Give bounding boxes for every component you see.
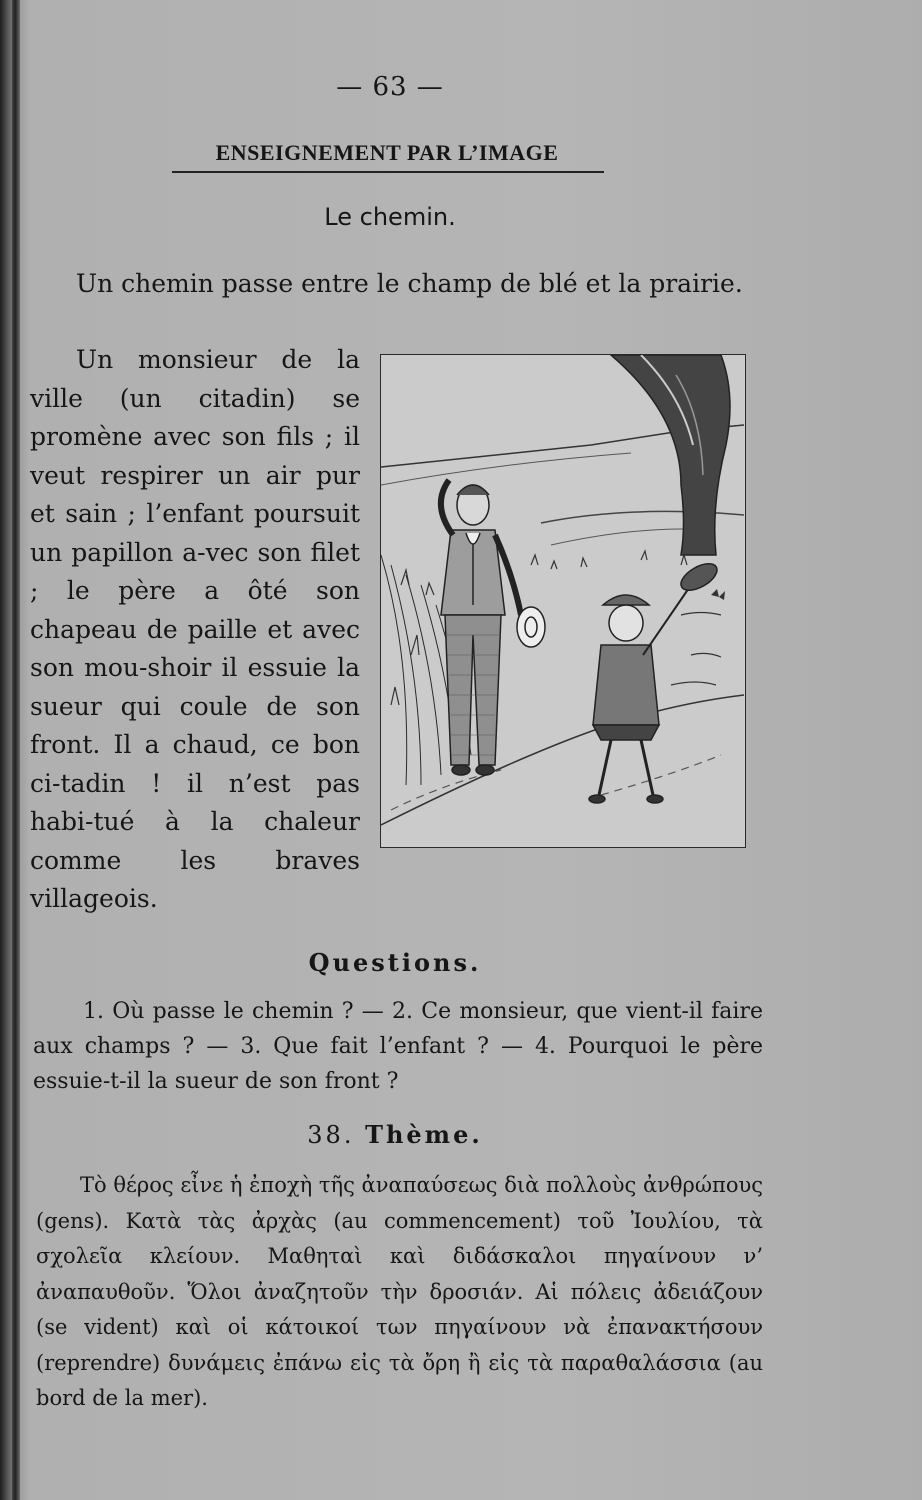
questions-paragraph: 1. Où passe le chemin ? — 2. Ce monsieur, que vient-il faire aux champs ? — 3. Que fait l’enfant ? — 4. Pourquoi le père essuie-t-il la sueur de son front ?	[33, 999, 763, 1094]
page-number: — 63 —	[336, 72, 444, 102]
questions-block	[33, 994, 763, 1099]
intro-paragraph: Un chemin passe entre le champ de blé et la prairie.	[76, 269, 743, 298]
theme-number: 38.	[307, 1121, 355, 1149]
book-gutter-shadow	[12, 0, 20, 1500]
intro-text	[30, 266, 760, 302]
illustration-father-and-child	[380, 354, 746, 848]
questions-heading: Questions.	[308, 948, 482, 977]
section-title-underline	[172, 171, 604, 173]
theme-paragraph: Τὸ θέρος εἶνε ἡ ἐποχὴ τῆς ἀναπαύσεως διὰ πολλοὺς ἀνθρώπους (gens). Κατὰ τὰς ἀρχὰς (au commencement) τοῦ Ἰουλίου, τὰ σχολεῖα κλείουν. Μαθηταὶ καὶ διδάσκαλοι πηγαίνουν ν’ ἀναπαυθοῦν. Ὅλοι ἀναζητοῦν τὴν δροσιάν. Αἱ πόλεις ἀδειάζουν (se vident) καὶ οἱ κάτοικοί των πηγαίνουν νὰ ἐπανακτήσουν (reprendre) δυνάμεις ἐπάνω εἰς τὰ ὄρη ἢ εἰς τὰ παραθαλάσσια (au bord de la mer).	[36, 1173, 763, 1410]
story-paragraph: Un monsieur de la ville (un citadin) se promène avec son fils ; il veut respirer un air pur et sain ; l’enfant poursuit un papillon a-vec son filet ; le père a ôté son chapeau de paille et avec son mou-shoir il essuie la sueur qui coule de son front. Il a chaud, ce bon ci-tadin ! il n’est pas habi-tué à la chaleur comme les braves villageois.	[30, 345, 360, 913]
lesson-title: Le chemin.	[324, 203, 456, 231]
theme-heading	[0, 1120, 790, 1149]
section-title: ENSEIGNEMENT PAR L’IMAGE	[215, 140, 559, 165]
theme-word: Thème.	[365, 1120, 483, 1149]
illustration-drawing	[381, 355, 744, 846]
story-text	[30, 341, 360, 919]
theme-block	[36, 1168, 763, 1417]
